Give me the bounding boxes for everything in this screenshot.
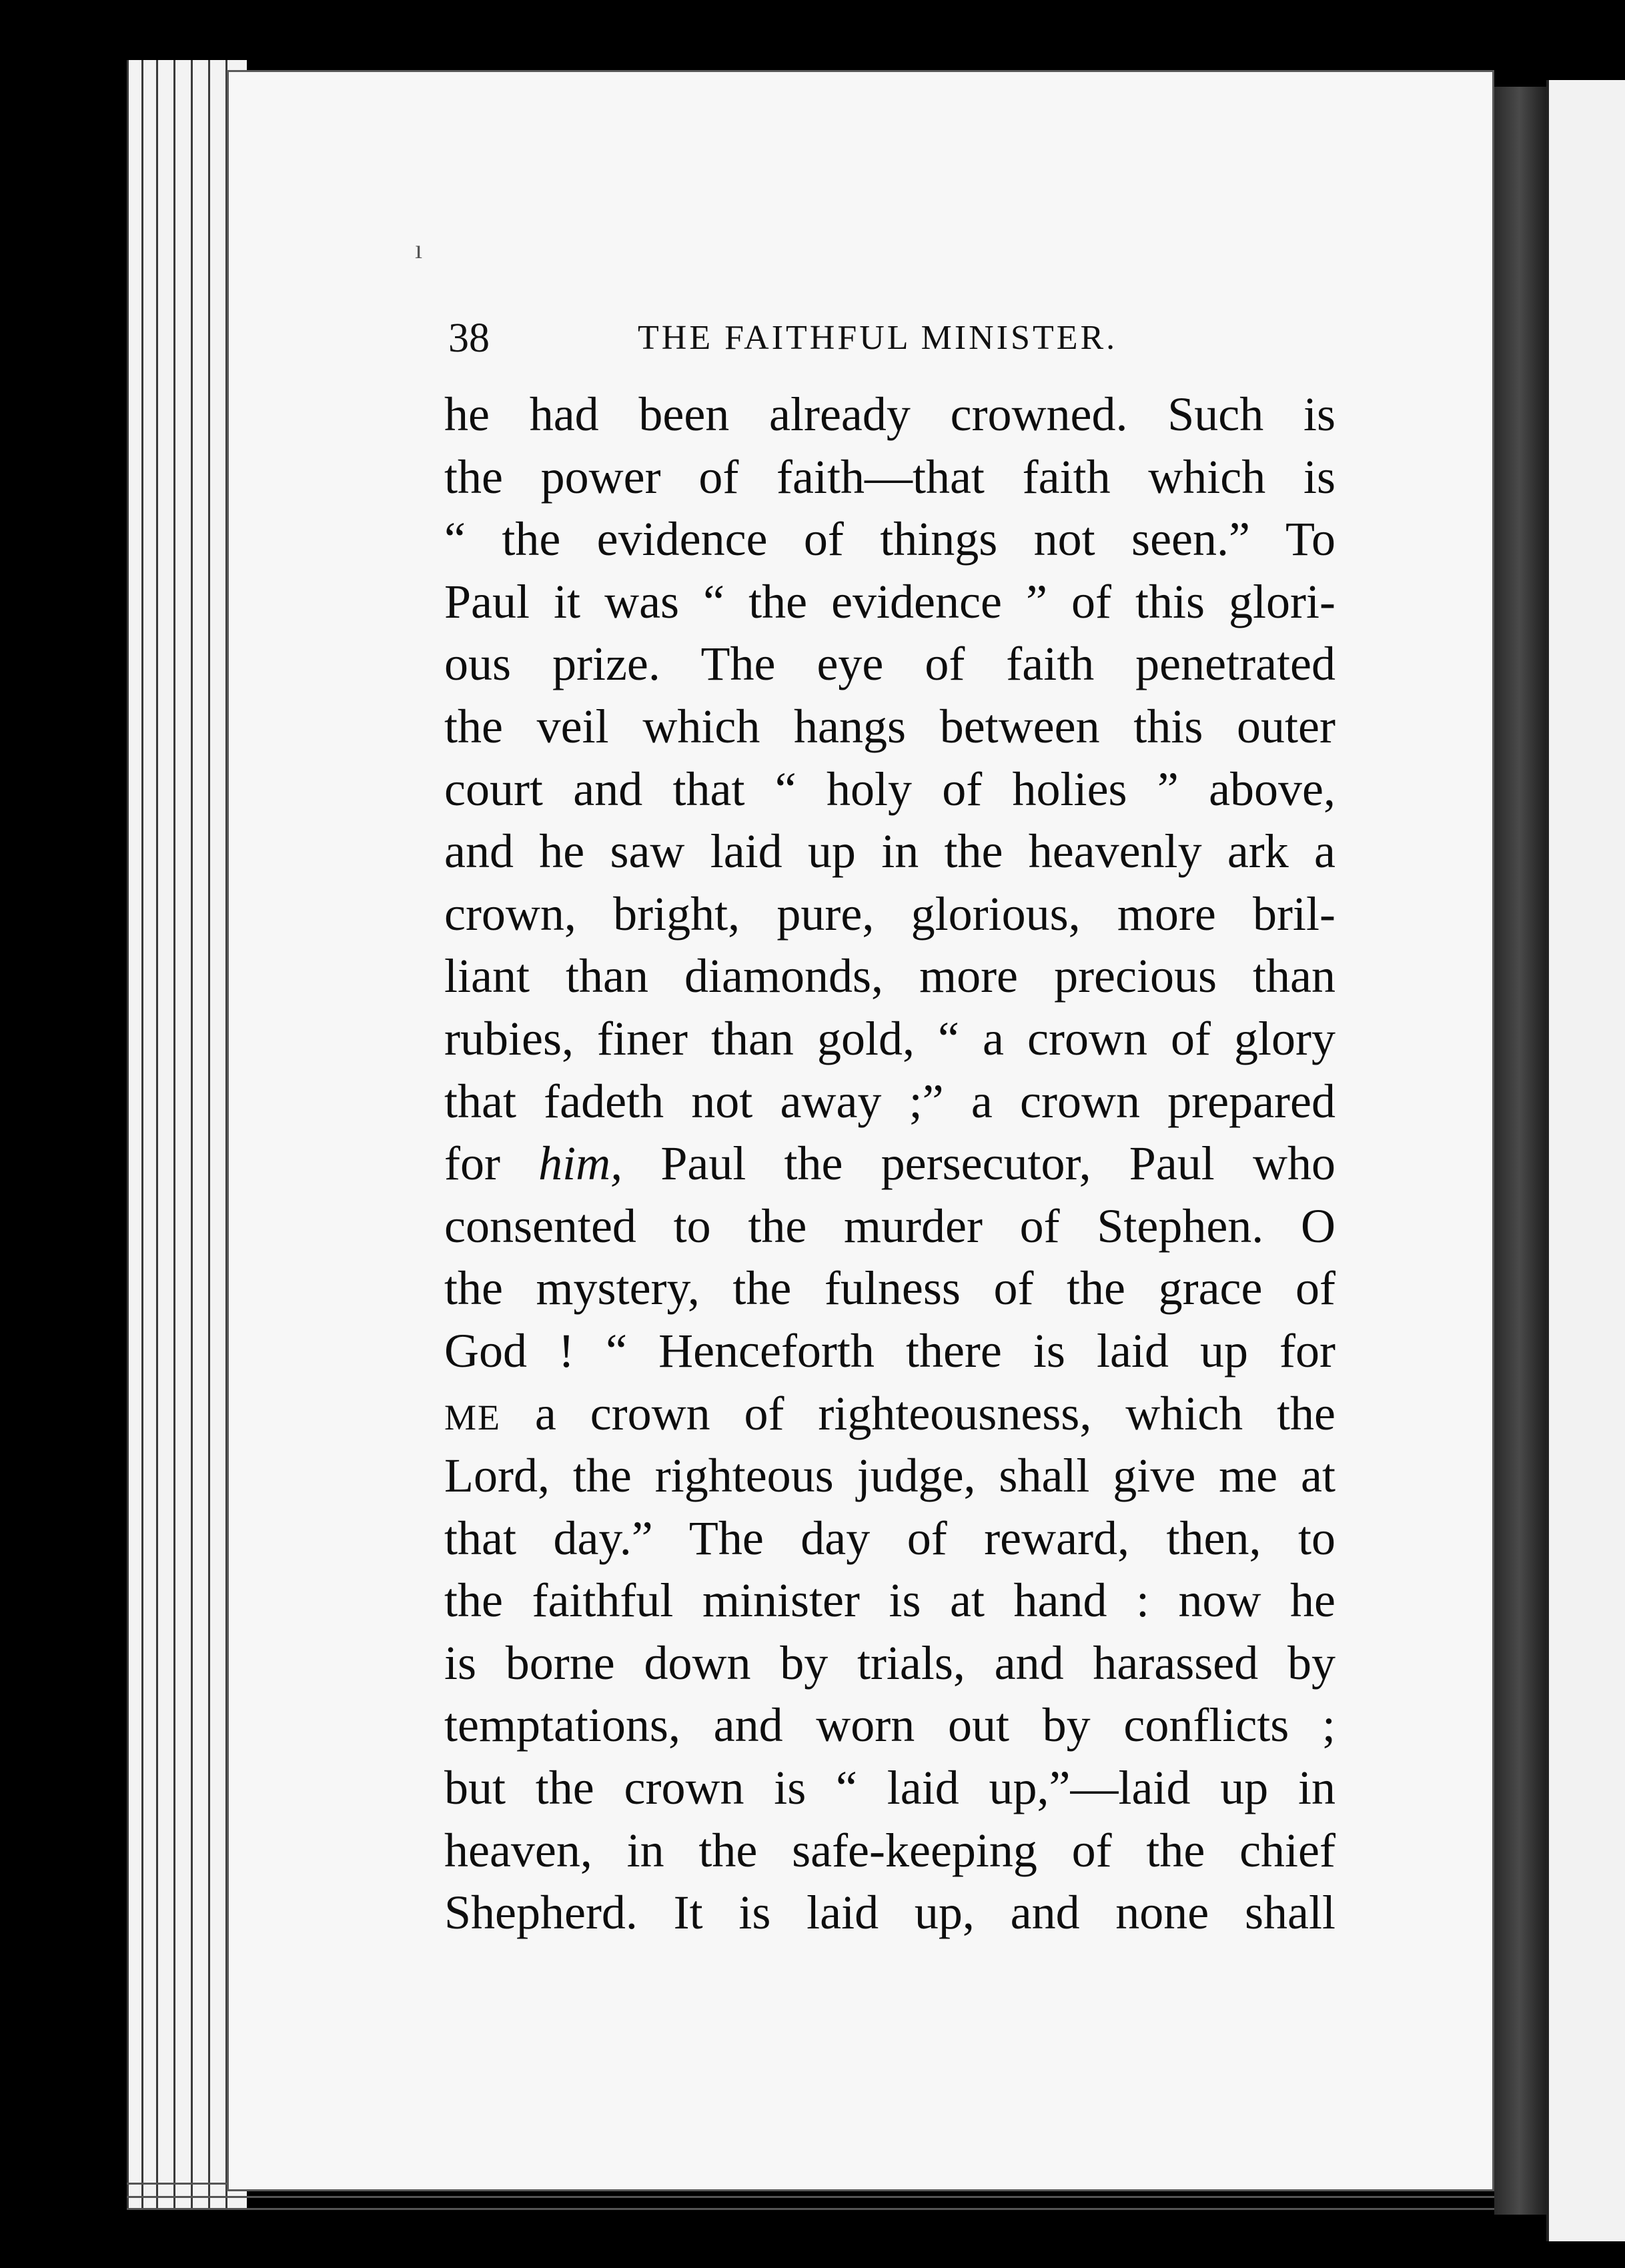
- text-line: [444, 1757, 1335, 1820]
- text-line: [444, 1694, 1335, 1757]
- text-segment: liant than diamonds, more precious than: [444, 949, 1335, 1003]
- text-segment: him,: [538, 1137, 623, 1191]
- text-segment: the power of faith—that faith which is: [444, 450, 1335, 504]
- running-head: [448, 308, 1342, 368]
- page-edge-line: [208, 60, 210, 2208]
- text-line: [444, 1133, 1335, 1195]
- text-line: [444, 571, 1335, 634]
- text-segment: ous prize. The eye of faith penetrated: [444, 637, 1335, 691]
- text-line: [444, 1383, 1335, 1446]
- text-segment: rubies, finer than gold, “ a crown of glory: [444, 1011, 1335, 1065]
- text-segment: ME: [444, 1397, 501, 1438]
- ink-mark: ı: [415, 234, 423, 264]
- page-edge-bottom: [127, 2208, 1501, 2210]
- text-segment: the mystery, the fulness of the grace of: [444, 1261, 1335, 1315]
- page-edge-line: [141, 60, 143, 2208]
- text-segment: crown, bright, pure, glorious, more bril-: [444, 887, 1335, 941]
- text-segment: he had been already crowned. Such is: [444, 388, 1335, 441]
- text-line: [444, 1445, 1335, 1508]
- page-edge-bottom: [127, 2196, 1501, 2198]
- text-line: [444, 1320, 1335, 1383]
- next-page-edge: [1546, 80, 1625, 2241]
- text-segment: that day.” The day of reward, then, to: [444, 1511, 1335, 1565]
- text-line: [444, 1071, 1335, 1133]
- text-line: [444, 446, 1335, 509]
- text-segment: Paul the persecutor, Paul who: [622, 1137, 1335, 1191]
- page-number: 38: [448, 316, 490, 361]
- body-text: [444, 384, 1335, 1944]
- text-line: [444, 1632, 1335, 1695]
- text-line: [444, 633, 1335, 696]
- text-line: [444, 1257, 1335, 1320]
- text-line: [444, 883, 1335, 946]
- text-line: [444, 945, 1335, 1008]
- running-title: THE FAITHFUL MINISTER.: [638, 319, 1118, 357]
- text-segment: court and that “ holy of holies ” above,: [444, 762, 1335, 816]
- text-line: [444, 1195, 1335, 1258]
- text-segment: heaven, in the safe-keeping of the chief: [444, 1823, 1335, 1877]
- page-edge-line: [127, 60, 129, 2208]
- text-segment: but the crown is “ laid up,”—laid up in: [444, 1761, 1335, 1815]
- text-segment: Lord, the righteous judge, shall give me at: [444, 1449, 1335, 1503]
- text-line: [444, 1508, 1335, 1570]
- text-segment: Paul it was “ the evidence ” of this glori-: [444, 574, 1335, 628]
- text-segment: a crown of righteousness, which the: [501, 1386, 1335, 1440]
- page-edge-line: [173, 60, 175, 2208]
- text-segment: and he saw laid up in the heavenly ark a: [444, 824, 1335, 879]
- text-line: [444, 758, 1335, 821]
- text-line: [444, 508, 1335, 571]
- text-segment: is borne down by trials, and harassed by: [444, 1636, 1335, 1690]
- text-segment: Shepherd. It is laid up, and none shall: [444, 1886, 1335, 1940]
- text-line: [444, 1820, 1335, 1882]
- text-segment: the veil which hangs between this outer: [444, 699, 1335, 753]
- text-segment: for: [444, 1137, 539, 1191]
- text-segment: consented to the murder of Stephen. O: [444, 1199, 1335, 1253]
- text-line: [444, 1570, 1335, 1632]
- text-segment: God ! “ Henceforth there is laid up for: [444, 1323, 1335, 1377]
- text-segment: the faithful minister is at hand : now he: [444, 1574, 1335, 1628]
- text-segment: temptations, and worn out by conflicts ;: [444, 1698, 1335, 1752]
- text-line: [444, 384, 1335, 446]
- text-line: [444, 696, 1335, 758]
- text-segment: that fadeth not away ;” a crown prepared: [444, 1074, 1335, 1128]
- text-line: [444, 820, 1335, 883]
- text-line: [444, 1008, 1335, 1071]
- text-line: [444, 1882, 1335, 1944]
- page-edge-line: [156, 60, 158, 2208]
- text-segment: “ the evidence of things not seen.” To: [444, 512, 1335, 566]
- page-edge-line: [191, 60, 193, 2208]
